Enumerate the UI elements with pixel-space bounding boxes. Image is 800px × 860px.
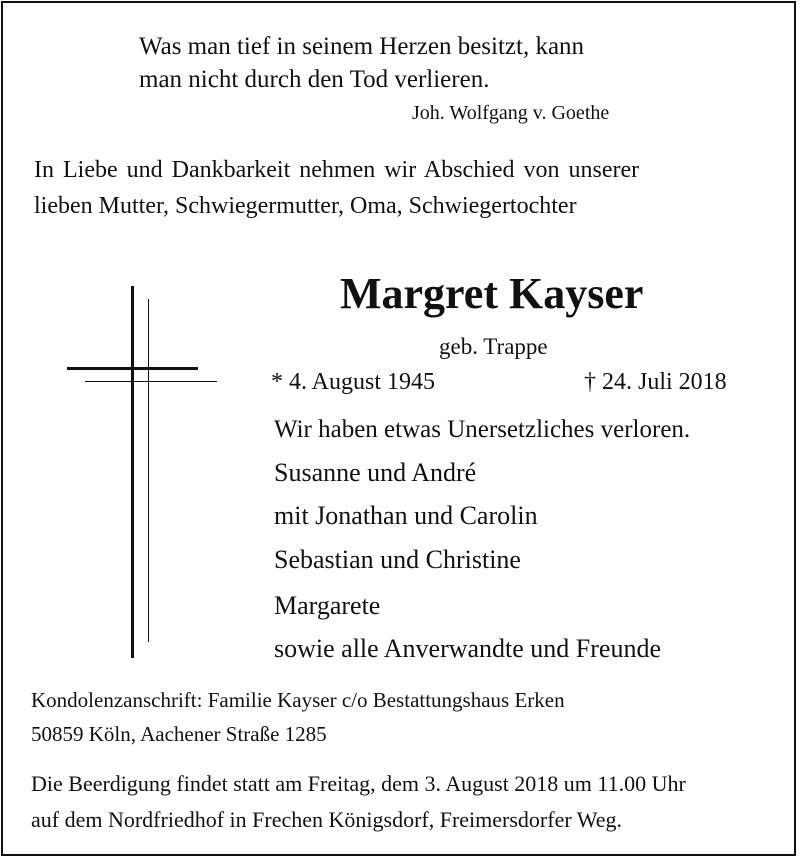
- mourner-line: sowie alle Anverwandte und Freunde: [274, 634, 662, 663]
- birth-date: * 4. August 1945: [271, 369, 436, 395]
- funeral-info-line-1: Die Beerdigung findet statt am Freitag, dem 3. August 2018 um 11.00 Uhr: [31, 771, 686, 796]
- birth-name: geb. Trappe: [439, 334, 548, 359]
- intro-line-2: lieben Mutter, Schwiegermutter, Oma, Schwiegertochter: [34, 193, 577, 219]
- mourner-line: Sebastian und Christine: [274, 545, 521, 574]
- funeral-info-line-2: auf dem Nordfriedhof in Frechen Königsdorf, Freimersdorfer Weg.: [31, 807, 623, 832]
- death-date: † 24. Juli 2018: [584, 369, 727, 395]
- condolence-address-line-1: Kondolenzanschrift: Familie Kayser c/o Bestattungshaus Erken: [31, 688, 565, 712]
- mourner-line: mit Jonathan und Carolin: [274, 501, 538, 530]
- condolence-address-line-2: 50859 Köln, Aachener Straße 1285: [31, 722, 327, 746]
- quote-line-2: man nicht durch den Tod verlieren.: [139, 66, 490, 93]
- mourner-line: Susanne und André: [274, 458, 477, 487]
- mourner-line: Margarete: [274, 591, 381, 620]
- quote-line-1: Was man tief in seinem Herzen besitzt, kann: [139, 33, 585, 60]
- deceased-name: Margret Kayser: [340, 269, 644, 318]
- quote-author: Joh. Wolfgang v. Goethe: [412, 102, 610, 124]
- intro-line-1: In Liebe und Dankbarkeit nehmen wir Abschied von unserer: [34, 157, 640, 183]
- mourner-line: Wir haben etwas Unersetzliches verloren.: [274, 416, 691, 443]
- obituary-notice: [1, 1, 796, 856]
